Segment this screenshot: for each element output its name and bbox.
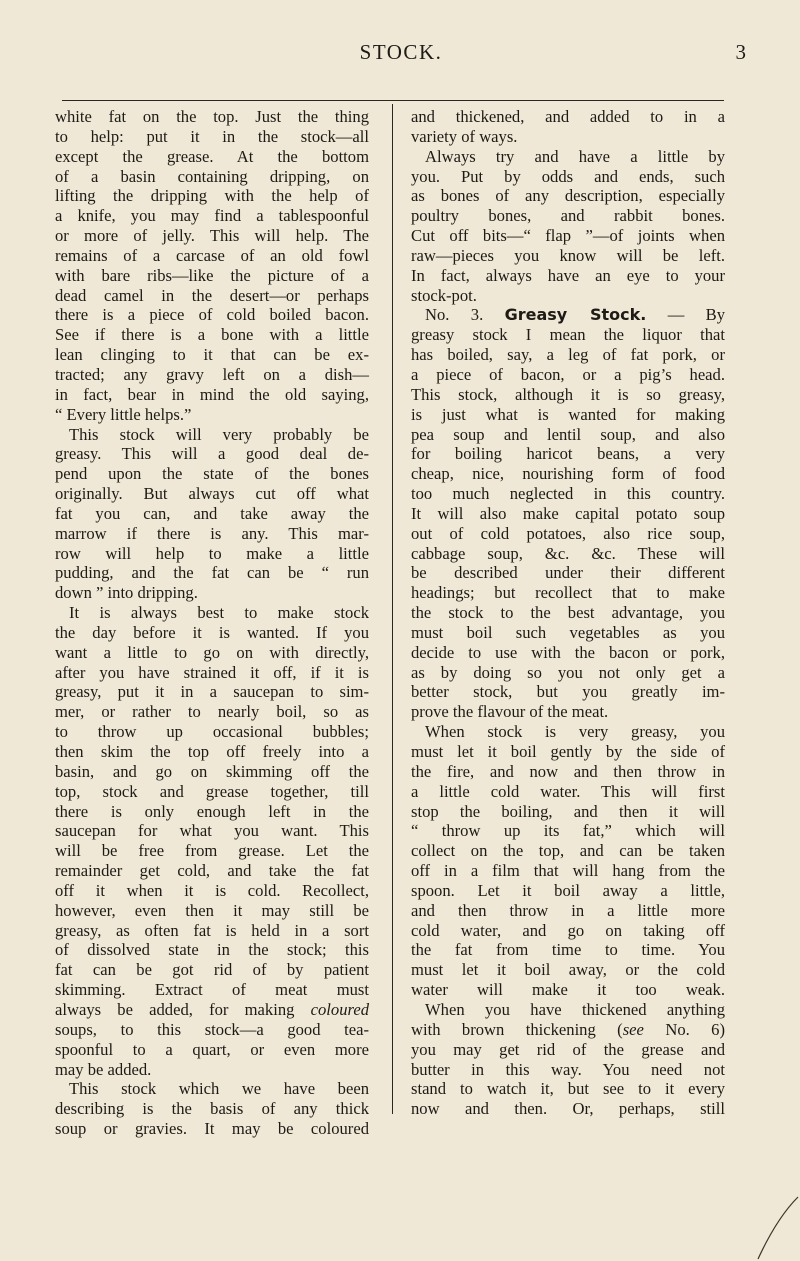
text-line: fat can be got rid of by patient (55, 960, 369, 980)
text-line: stock-pot. (411, 285, 477, 305)
text-line: water will make it too weak. (411, 980, 725, 1000)
text-line: It will also make capital potato soup (411, 503, 725, 523)
text-line: “ Every little helps.” (55, 404, 192, 424)
page-number: 3 (735, 40, 746, 64)
text-line: there is only enough left in the (55, 801, 369, 821)
text-line: This stock, although it is so greasy, (411, 384, 725, 404)
text-line: for boiling haricot beans, a very (411, 444, 725, 464)
text-line: basin, and go on skimming off the (55, 761, 369, 781)
text-line: pend upon the state of the bones (55, 464, 369, 484)
text-line: dead camel in the desert—or perhaps (55, 285, 369, 305)
italic-word: coloured (310, 999, 369, 1019)
section-heading: Greasy Stock. (504, 305, 647, 325)
text-line: you. Put by odds and ends, such (411, 166, 725, 186)
text-line: mer, or rather to nearly boil, so as (55, 702, 369, 722)
text-line: This stock will very probably be (69, 424, 369, 444)
text-line (411, 1020, 725, 1040)
text-line: originally. But always cut off what (55, 484, 369, 504)
header-rule (62, 100, 724, 101)
text-line: poultry bones, and rabbit bones. (411, 206, 725, 226)
text-line: marrow if there is any. This mar- (55, 523, 369, 543)
text-line: stop the boiling, and then it will (411, 801, 725, 821)
text-line: lean clinging to it that can be ex- (55, 345, 369, 365)
page-curl-mark (710, 1171, 800, 1261)
text-line: When stock is very greasy, you (425, 722, 725, 742)
running-title: STOCK. (359, 40, 443, 64)
text-line: saucepan for what you want. This (55, 821, 369, 841)
italic-word: see (622, 1019, 644, 1039)
column-divider (392, 104, 393, 1114)
text-line: too much neglected in this country. (411, 484, 725, 504)
text-line: tracted; any gravy left on a dish— (55, 364, 369, 384)
text-line: with bare ribs—like the picture of a (55, 265, 369, 285)
text-line: greasy. This will a good deal de- (55, 444, 369, 464)
text-line: off in a film that will hang from the (411, 861, 725, 881)
text-line: a knife, you may find a tablespoonful (55, 206, 369, 226)
text-line: of dissolved state in the stock; this (55, 940, 369, 960)
text-line: the day before it is wanted. If you (55, 622, 369, 642)
text-line: after you have strained it off, if it is (55, 662, 369, 682)
text-line: This stock which we have been (69, 1079, 369, 1099)
text-line: to help: put it in the stock—all (55, 126, 369, 146)
text-line: cheap, nice, nourishing form of food (411, 464, 725, 484)
text-line: cabbage soup, &c. &c. These will (411, 543, 725, 563)
text-line: skimming. Extract of meat must (55, 980, 369, 1000)
text-line: and thickened, and added to in a (411, 107, 725, 126)
text-line: pea soup and lentil soup, and also (411, 424, 725, 444)
text-run: with brown thickening ( (411, 1019, 623, 1039)
section-heading-line (411, 305, 725, 325)
section-number: No. 3. (425, 305, 484, 325)
text-line: In fact, always have an eye to your (411, 265, 725, 285)
text-line: raw—pieces you know will be left. (411, 245, 725, 265)
text-line: in fact, bear in mind the old saying, (55, 384, 369, 404)
text-line: out of cold potatoes, also rice soup, (411, 523, 725, 543)
text-line: headings; but recollect that to make (411, 583, 725, 603)
text-line: pudding, and the fat can be “ run (55, 563, 369, 583)
text-line: down ” into dripping. (55, 583, 198, 603)
text-line: top, stock and grease together, till (55, 781, 369, 801)
text-line: prove the flavour of the meat. (411, 702, 609, 722)
text-line: want a little to go on with directly, (55, 642, 369, 662)
text-line: row will help to make a little (55, 543, 369, 563)
text-line: lifting the dripping with the help of (55, 186, 369, 206)
text-line: must let it boil gently by the side of (411, 742, 725, 761)
text-line: variety of ways. (411, 126, 518, 146)
text-line: spoonful to a quart, or even more (55, 1039, 369, 1059)
text-line: as bones of any description, especially (411, 186, 725, 206)
text-line: collect on the top, and can be taken (411, 841, 725, 861)
text-line: or more of jelly. This will help. The (55, 226, 369, 246)
text-line: better stock, but you greatly im- (411, 682, 725, 702)
text-run: always be added, for making (55, 999, 295, 1019)
text-line: soup or gravies. It may be coloured (55, 1119, 369, 1139)
text-run: No. 6) (665, 1019, 726, 1039)
text-line: a piece of bacon, or a pig’s head. (411, 364, 725, 384)
text-line: describing is the basis of any thick (55, 1099, 369, 1119)
text-line: be described under their different (411, 563, 725, 583)
text-line: It is always best to make stock (69, 603, 369, 623)
text-line: See if there is a bone with a little (55, 325, 369, 345)
text-line: Always try and have a little by (425, 146, 725, 166)
right-column (411, 107, 725, 1119)
text-line: cold water, and go on taking off (411, 920, 725, 940)
text-line: and then throw in a little more (411, 900, 725, 920)
text-line: the stock to the best advantage, you (411, 603, 725, 623)
text-line: “ throw up its fat,” which will (411, 821, 725, 841)
text-line: off it when it is cold. Recollect, (55, 880, 369, 900)
text-line: a little cold water. This will first (411, 781, 725, 801)
text-line (55, 1000, 369, 1020)
text-line: there is a piece of cold boiled bacon. (55, 305, 369, 325)
left-column (55, 107, 369, 1139)
text-line: When you have thickened anything (425, 999, 725, 1019)
text-line: except the grease. At the bottom (55, 146, 369, 166)
text-line: to throw up occasional bubbles; (55, 722, 369, 742)
text-line: must boil such vegetables as you (411, 622, 725, 642)
text-line: decide to use with the bacon or pork, (411, 642, 725, 662)
text-line: you may get rid of the grease and (411, 1039, 725, 1059)
text-line: white fat on the top. Just the thing (55, 107, 369, 126)
text-line: as by doing so you not only get a (411, 662, 725, 682)
text-line: greasy, as often fat is held in a sort (55, 920, 369, 940)
text-line: greasy, put it in a saucepan to sim- (55, 682, 369, 702)
text-line: remains of a carcase of an old fowl (55, 245, 369, 265)
page-header (56, 40, 746, 70)
text-line: spoon. Let it boil away a little, (411, 880, 725, 900)
text-line: fat you can, and take away the (55, 503, 369, 523)
text-line: soups, to this stock—a good tea- (55, 1019, 369, 1039)
text-run: — By (667, 305, 726, 325)
text-line: however, even then it may still be (55, 900, 369, 920)
text-line: is just what is wanted for making (411, 404, 725, 424)
text-line: then skim the top off freely into a (55, 742, 369, 761)
text-line: will be free from grease. Let the (55, 841, 369, 861)
text-line: greasy stock I mean the liquor that (411, 325, 725, 345)
text-line: must let it boil away, or the cold (411, 960, 725, 980)
text-line: remainder get cold, and take the fat (55, 861, 369, 881)
text-line: now and then. Or, perhaps, still (411, 1099, 725, 1119)
text-line: Cut off bits—“ flap ”—of joints when (411, 226, 725, 246)
text-line: butter in this way. You need not (411, 1059, 725, 1079)
text-line: may be added. (55, 1059, 152, 1079)
text-line: the fat from time to time. You (411, 940, 725, 960)
text-line: has boiled, say, a leg of fat pork, or (411, 345, 725, 365)
text-line: of a basin containing dripping, on (55, 166, 369, 186)
text-line: the fire, and now and then throw in (411, 761, 725, 781)
text-line: stand to watch it, but see to it every (411, 1079, 725, 1099)
